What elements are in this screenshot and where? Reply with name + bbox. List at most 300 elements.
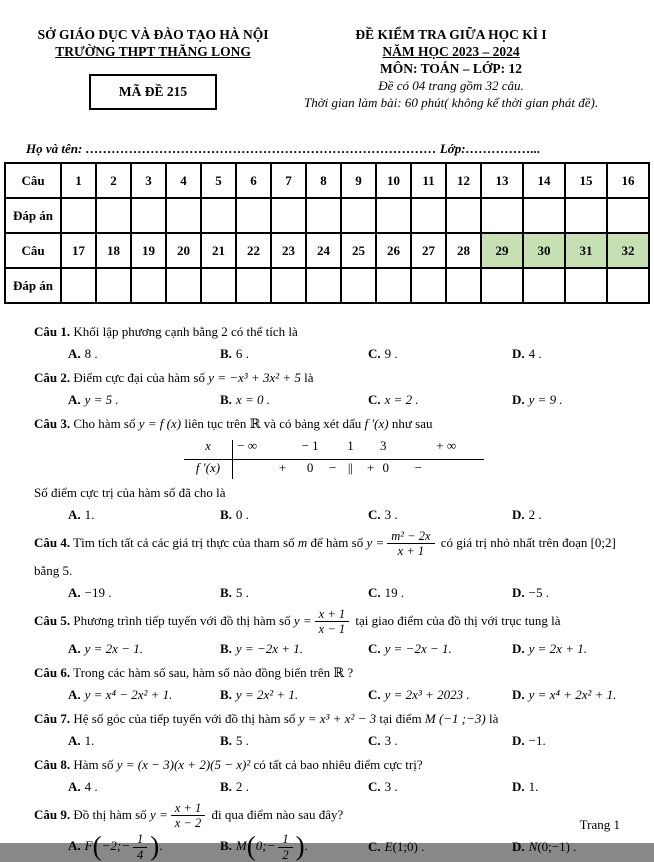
stem-text: đi qua điểm nào sau đây? (208, 806, 343, 821)
math-expr: N (529, 839, 538, 854)
options-row (68, 639, 630, 659)
stem-text: 2 . (236, 779, 249, 794)
stem-text: . (159, 838, 162, 853)
stem-text: −19 . (85, 585, 112, 600)
row-label: Đáp án (5, 198, 61, 233)
math-expr: M (236, 838, 247, 853)
math-expr: y = −x³ + 3x² + 5 (208, 370, 301, 385)
option-C (368, 731, 512, 751)
stem-text: 5 . (236, 585, 249, 600)
stem-text: Hệ số góc của tiếp tuyến với đồ thị hàm số (70, 711, 299, 726)
stem-text: tại điểm (376, 711, 425, 726)
answer-cell (411, 198, 446, 233)
question-2 (34, 368, 630, 410)
options-row (68, 777, 630, 797)
fraction-numerator: x + 1 (171, 801, 205, 816)
option-letter: D. (512, 507, 525, 522)
option-D (512, 639, 630, 659)
option-letter: B. (220, 346, 232, 361)
options-row (68, 390, 630, 410)
fraction-denominator: x + 1 (394, 544, 428, 558)
math-expr: y = f (x) (139, 416, 181, 431)
stem-text: 4 . (529, 346, 542, 361)
stem-text: . (305, 838, 308, 853)
paren: ( (93, 831, 102, 861)
option-letter: C. (368, 346, 381, 361)
option-D (512, 583, 630, 603)
sign-table-value: − ∞ (237, 438, 257, 454)
math-expr: M (−1 ;−3) (425, 711, 486, 726)
name-label: Họ và tên: (26, 141, 86, 156)
option-letter: B. (220, 733, 232, 748)
math-expr: y = (366, 535, 384, 550)
option-B (220, 832, 368, 862)
fraction (171, 801, 205, 831)
option-letter: C. (368, 507, 381, 522)
option-B (220, 639, 368, 659)
math-expr: y = 9 . (529, 392, 563, 407)
stem-text: −5 . (529, 585, 549, 600)
table-row (5, 163, 649, 198)
stem-text: Đồ thị hàm số (70, 806, 150, 821)
question-number-cell: 2 (96, 163, 131, 198)
stem-text: (1;0) . (393, 839, 425, 854)
paren: ( (247, 831, 256, 861)
sign-table-value: + ∞ (436, 438, 456, 454)
question-number-cell: 10 (376, 163, 411, 198)
fraction-denominator: x − 2 (171, 816, 205, 830)
option-D (512, 777, 630, 797)
math-expr: f ′(x) (364, 416, 388, 431)
question-number-cell: 3 (131, 163, 166, 198)
option-C (368, 583, 512, 603)
option-C (368, 390, 512, 410)
sign-table-f-label: f ′(x) (184, 460, 232, 476)
question-number-cell: 25 (341, 233, 376, 268)
question-number-cell: 15 (565, 163, 607, 198)
answer-cell (131, 198, 166, 233)
options-row (68, 583, 630, 603)
question-label: Câu 7. (34, 711, 70, 726)
options-row (68, 505, 630, 525)
question-label: Câu 9. (34, 806, 70, 821)
answer-cell (446, 198, 481, 233)
option-letter: A. (68, 641, 81, 656)
answer-cell (166, 198, 201, 233)
question-number-cell: 4 (166, 163, 201, 198)
question-stem (34, 414, 630, 434)
question-number-cell: 12 (446, 163, 481, 198)
option-letter: B. (220, 641, 232, 656)
question-number-cell: 30 (523, 233, 565, 268)
math-expr: y = x³ + x² − 3 (299, 711, 376, 726)
option-letter: C. (368, 641, 381, 656)
answer-cell (306, 268, 341, 303)
question-label: Câu 1. (34, 324, 70, 339)
sign-table-sign: || (348, 460, 353, 476)
math-expr: y = (150, 806, 168, 821)
stem-text: tại giao điểm của đồ thị với trục tung là (352, 613, 560, 628)
question-stem (34, 322, 630, 342)
answer-cell (271, 198, 306, 233)
stem-text: Phương trình tiếp tuyến với đồ thị hàm số (70, 613, 294, 628)
answer-cell (481, 198, 523, 233)
math-expr: y = x⁴ − 2x² + 1. (85, 687, 173, 702)
option-A (68, 731, 220, 751)
math-expr: x = 0 . (236, 392, 270, 407)
question-stem (34, 801, 630, 831)
question-number-cell: 6 (236, 163, 271, 198)
page-number: Trang 1 (580, 817, 620, 833)
stem-text: 8 . (85, 346, 98, 361)
answer-cell (271, 268, 306, 303)
question-number-cell: 29 (481, 233, 523, 268)
question-stem (34, 368, 630, 388)
stem-text: Tìm tích tất cả các giá trị thực của tham số (70, 535, 298, 550)
question-label: Câu 4. (34, 535, 70, 550)
option-letter: A. (68, 687, 81, 702)
question-number-cell: 7 (271, 163, 306, 198)
stem-text: −1. (529, 733, 546, 748)
answer-cell (523, 268, 565, 303)
option-letter: D. (512, 779, 525, 794)
option-letter: D. (512, 641, 525, 656)
answer-cell (341, 198, 376, 233)
question-stem-continued: Số điểm cực trị của hàm số đã cho là (34, 483, 630, 503)
sign-table-sign: + (279, 460, 286, 476)
fraction-numerator: m² − 2x (387, 529, 434, 544)
math-expr: F (85, 838, 93, 853)
stem-text: liên tục trên (181, 416, 250, 431)
option-letter: B. (220, 838, 232, 853)
department-name: SỞ GIÁO DỤC VÀ ĐÀO TẠO HÀ NỘI (10, 26, 296, 43)
class-dotted-line: ……………... (466, 141, 541, 156)
stem-text: là (486, 711, 499, 726)
option-C (368, 837, 512, 857)
stem-text: ? (344, 665, 353, 680)
answer-cell (446, 268, 481, 303)
answer-cell (607, 198, 649, 233)
sign-table-value: − 1 (302, 438, 319, 454)
row-label: Đáp án (5, 268, 61, 303)
question-label: Câu 8. (34, 757, 70, 772)
option-letter: B. (220, 779, 232, 794)
stem-text: như sau (389, 416, 433, 431)
sign-table-sign: 0 (307, 460, 314, 476)
options-row (68, 832, 630, 862)
stem-text: ℝ (250, 416, 261, 431)
fraction-denominator: x − 1 (315, 622, 349, 636)
question-stem (34, 663, 630, 683)
exam-title: ĐỀ KIỂM TRA GIỮA HỌC KÌ I (296, 26, 606, 43)
option-C (368, 777, 512, 797)
stem-text: 1. (85, 733, 95, 748)
header-right (296, 26, 654, 111)
time-note: Thời gian làm bài: 60 phút( không kể thời gian phát đề). (296, 94, 606, 111)
option-D (512, 731, 630, 751)
option-B (220, 344, 368, 364)
math-expr: E (385, 839, 393, 854)
option-A (68, 390, 220, 410)
stem-text: để hàm số (307, 535, 366, 550)
fraction-numerator: x + 1 (315, 607, 349, 622)
sign-table-sign: 0 (382, 460, 389, 476)
option-D (512, 837, 630, 857)
stem-text: 1. (85, 507, 95, 522)
option-A (68, 344, 220, 364)
pages-note: Đề có 04 trang gồm 32 câu. (296, 77, 606, 94)
option-letter: A. (68, 346, 81, 361)
sign-table-x-row (184, 438, 484, 460)
exam-code-box: MÃ ĐỀ 215 (89, 74, 217, 110)
math-expr: y = 2x³ + 2023 . (385, 687, 470, 702)
question-label: Câu 5. (34, 613, 70, 628)
name-dotted-line: ……………………………………………………………………… (86, 141, 437, 156)
question-number-cell: 18 (96, 233, 131, 268)
math-expr: y = −2x − 1. (385, 641, 452, 656)
option-letter: B. (220, 585, 232, 600)
sign-table-sign: − (329, 460, 336, 476)
options-row (68, 685, 630, 705)
question-number-cell: 27 (411, 233, 446, 268)
option-A (68, 685, 220, 705)
math-expr: y = 2x − 1. (85, 641, 143, 656)
answer-cell (565, 198, 607, 233)
fraction (315, 607, 349, 637)
answer-cell (61, 198, 96, 233)
student-info-line (26, 141, 628, 157)
math-expr: y = (x − 3)(x + 2)(5 − x)² (117, 757, 251, 772)
class-label: Lớp: (437, 141, 466, 156)
fraction (387, 529, 434, 559)
fraction-denominator: 4 (133, 848, 147, 862)
option-A (68, 583, 220, 603)
stem-text: 19 . (385, 585, 405, 600)
option-B (220, 390, 368, 410)
question-stem (34, 755, 630, 775)
question-number-cell: 5 (201, 163, 236, 198)
question-number-cell: 8 (306, 163, 341, 198)
stem-text: Trong các hàm số sau, hàm số nào đồng biến trên (70, 665, 333, 680)
math-expr: y = 2x² + 1. (236, 687, 298, 702)
header-left (0, 26, 296, 111)
option-letter: A. (68, 392, 81, 407)
math-expr: x = 2 . (385, 392, 419, 407)
answer-cell (96, 198, 131, 233)
question-number-cell: 22 (236, 233, 271, 268)
stem-text: 3 . (385, 507, 398, 522)
table-row (5, 233, 649, 268)
row-label: Câu (5, 233, 61, 268)
fraction-numerator: 1 (133, 832, 147, 847)
option-letter: C. (368, 585, 381, 600)
answer-cell (376, 268, 411, 303)
question-number-cell: 17 (61, 233, 96, 268)
option-letter: D. (512, 346, 525, 361)
stem-text: 6 . (236, 346, 249, 361)
question-stem-continued: bằng 5. (34, 561, 630, 581)
stem-text: 9 . (385, 346, 398, 361)
question-7 (34, 709, 630, 751)
option-C (368, 639, 512, 659)
option-D (512, 390, 630, 410)
row-label: Câu (5, 163, 61, 198)
stem-text: 3 . (385, 733, 398, 748)
question-number-cell: 20 (166, 233, 201, 268)
math-expr: y = 5 . (85, 392, 119, 407)
option-letter: A. (68, 779, 81, 794)
fraction (278, 832, 292, 862)
option-B (220, 505, 368, 525)
stem-text: có giá trị nhỏ nhất trên đoạn [0;2] (438, 535, 616, 550)
question-8 (34, 755, 630, 797)
paren: ) (150, 831, 159, 861)
answer-cell (166, 268, 201, 303)
question-number-cell: 14 (523, 163, 565, 198)
question-4 (34, 529, 630, 603)
question-5 (34, 607, 630, 659)
fraction (133, 832, 147, 862)
sign-table-sign: − (415, 460, 422, 476)
option-D (512, 505, 630, 525)
question-number-cell: 26 (376, 233, 411, 268)
option-A (68, 505, 220, 525)
option-letter: C. (368, 687, 381, 702)
option-letter: C. (368, 839, 381, 854)
option-A (68, 832, 220, 862)
option-letter: A. (68, 507, 81, 522)
question-number-cell: 23 (271, 233, 306, 268)
sign-table-x-label: x (184, 438, 232, 454)
option-C (368, 505, 512, 525)
question-number-cell: 16 (607, 163, 649, 198)
stem-text: 1. (529, 779, 539, 794)
school-year: NĂM HỌC 2023 – 2024 (296, 43, 606, 60)
answer-cell (607, 268, 649, 303)
stem-text: Hàm số (70, 757, 117, 772)
question-number-cell: 31 (565, 233, 607, 268)
question-6 (34, 663, 630, 705)
option-A (68, 777, 220, 797)
stem-text: Khối lập phương cạnh bằng 2 có thể tích là (70, 324, 298, 339)
page-header (0, 0, 654, 111)
sign-table-value: 1 (347, 438, 354, 454)
math-expr: y = (294, 613, 312, 628)
answer-cell (481, 268, 523, 303)
answer-cell (341, 268, 376, 303)
option-letter: A. (68, 585, 81, 600)
option-letter: B. (220, 392, 232, 407)
answer-cell (565, 268, 607, 303)
math-expr: −2;− (102, 838, 130, 853)
sign-table-f-row (184, 460, 484, 481)
answer-cell (376, 198, 411, 233)
stem-text: 4 . (85, 779, 98, 794)
math-expr: y = −2x + 1. (236, 641, 303, 656)
subject-grade: MÔN: TOÁN – LỚP: 12 (296, 60, 606, 77)
table-row (5, 268, 649, 303)
question-number-cell: 32 (607, 233, 649, 268)
option-B (220, 685, 368, 705)
answer-cell (306, 198, 341, 233)
answer-table (4, 162, 650, 304)
question-3 (34, 414, 630, 525)
table-row (5, 198, 649, 233)
option-letter: D. (512, 687, 525, 702)
question-number-cell: 13 (481, 163, 523, 198)
question-number-cell: 28 (446, 233, 481, 268)
question-number-cell: 21 (201, 233, 236, 268)
answer-cell (201, 268, 236, 303)
question-stem (34, 607, 630, 637)
answer-cell (96, 268, 131, 303)
option-C (368, 685, 512, 705)
question-number-cell: 9 (341, 163, 376, 198)
option-letter: B. (220, 507, 232, 522)
stem-text: có tất cả bao nhiêu điểm cực trị? (250, 757, 422, 772)
stem-text: ℝ (333, 665, 344, 680)
option-letter: D. (512, 392, 525, 407)
option-D (512, 685, 630, 705)
answer-cell (411, 268, 446, 303)
answer-cell (201, 198, 236, 233)
stem-text: Điểm cực đại của hàm số (70, 370, 208, 385)
question-label: Câu 3. (34, 416, 70, 431)
answer-cell (523, 198, 565, 233)
answer-cell (131, 268, 166, 303)
option-letter: D. (512, 585, 525, 600)
fraction-numerator: 1 (278, 832, 292, 847)
math-expr: y = 2x + 1. (529, 641, 587, 656)
stem-text: 3 . (385, 779, 398, 794)
answer-cell (61, 268, 96, 303)
option-letter: A. (68, 838, 81, 853)
sign-table-x-values (232, 438, 484, 459)
question-stem (34, 709, 630, 729)
option-D (512, 344, 630, 364)
question-label: Câu 6. (34, 665, 70, 680)
options-row (68, 731, 630, 751)
answer-cell (236, 268, 271, 303)
math-expr: 0;− (256, 838, 276, 853)
question-label: Câu 2. (34, 370, 70, 385)
stem-text: và có bảng xét dấu (261, 416, 365, 431)
options-row (68, 344, 630, 364)
option-letter: C. (368, 392, 381, 407)
stem-text: là (301, 370, 314, 385)
stem-text: Cho hàm số (70, 416, 139, 431)
stem-text: (0;−1) . (537, 839, 576, 854)
option-letter: D. (512, 733, 525, 748)
option-letter: A. (68, 733, 81, 748)
math-expr: m (298, 535, 307, 550)
option-letter: C. (368, 779, 381, 794)
stem-text: 0 . (236, 507, 249, 522)
sign-table-value: 3 (380, 438, 387, 454)
question-9 (34, 801, 630, 862)
fraction-denominator: 2 (278, 848, 292, 862)
option-A (68, 639, 220, 659)
option-letter: D. (512, 839, 525, 854)
option-C (368, 344, 512, 364)
option-letter: C. (368, 733, 381, 748)
questions (0, 304, 654, 862)
option-B (220, 777, 368, 797)
stem-text: 5 . (236, 733, 249, 748)
stem-text: 2 . (529, 507, 542, 522)
question-number-cell: 11 (411, 163, 446, 198)
sign-table-sign: + (367, 460, 374, 476)
